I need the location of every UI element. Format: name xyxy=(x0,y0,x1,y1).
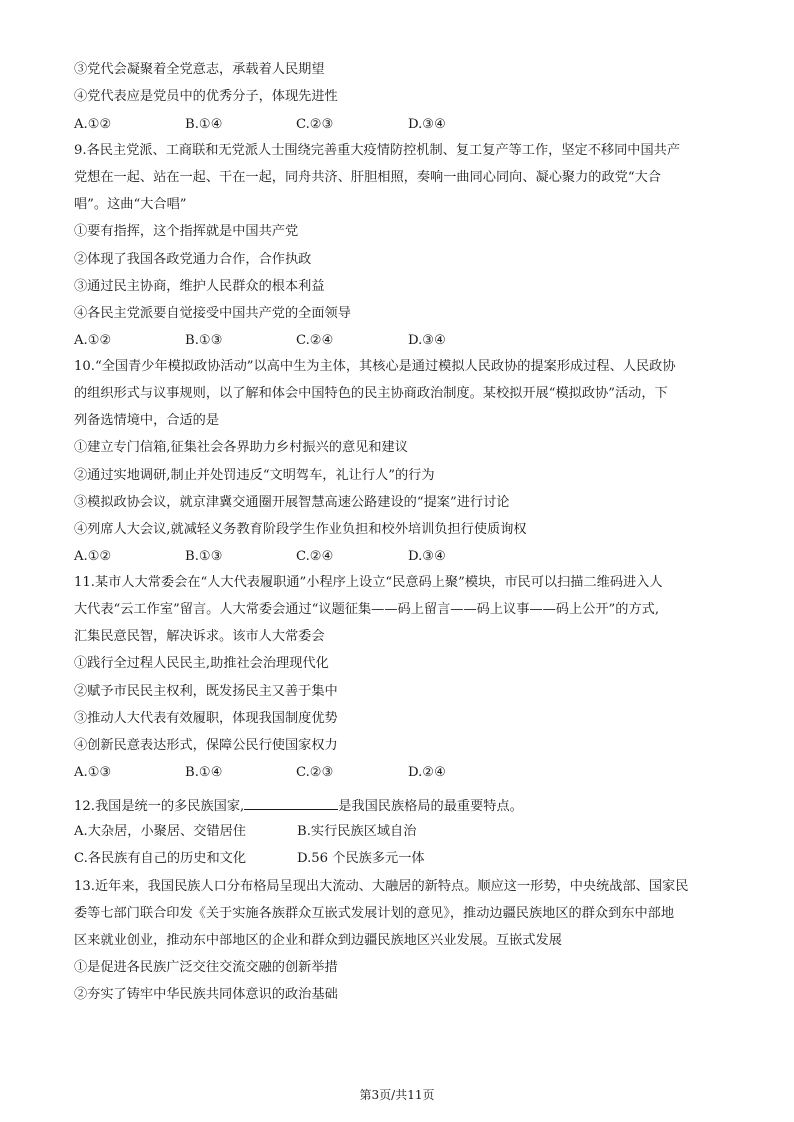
q13-stem-line-1: 13.近年来，我国民族人口分布格局呈现出大流动、大融居的新特点。顺应这一形势，中央统战部、国家民 xyxy=(74,879,689,894)
q10-statement-3: ③模拟政协会议，就京津冀交通圈开展智慧高速公路建设的“提案”进行讨论 xyxy=(74,495,510,510)
q12-stem-before: 12.我国是统一的多民族国家, xyxy=(74,799,245,814)
q11-statement-1: ①践行全过程人民民主,助推社会治理现代化 xyxy=(74,656,329,671)
q13-statement-2: ②夯实了铸牢中华民族共同体意识的政治基础 xyxy=(74,987,338,1002)
q9-option-d: D.③④ xyxy=(408,333,446,348)
q12-options-row-2 xyxy=(74,850,722,868)
q9-option-a: A.①② xyxy=(74,333,112,348)
q9-statement-2: ②体现了我国各政党通力合作，合作执政 xyxy=(74,252,312,267)
q10-option-d: D.③④ xyxy=(408,549,446,564)
q12-stem-after: 是我国民族格局的最重要特点。 xyxy=(338,799,523,814)
q12-answer-blank xyxy=(244,796,338,810)
q9-stem-line-2: 党想在一起、站在一起、干在一起，同舟共济、肝胆相照，奏响一曲同心同向、凝心聚力的政党“大合 xyxy=(74,170,661,185)
q11-stem-line-1: 11.某市人大常委会在“人大代表履职通”小程序上设立“民意码上聚”模块，市民可以扫描二维码进入人 xyxy=(74,575,663,590)
q9-stem-line-1: 9.各民主党派、工商联和无党派人士围绕完善重大疫情防控机制、复工复产等工作，坚定不移同中国共产 xyxy=(74,143,681,158)
q8-option-c: C.②③ xyxy=(296,117,334,132)
q9-option-b: B.①③ xyxy=(185,333,223,348)
q12-option-c: C.各民族有自己的历史和文化 xyxy=(74,851,247,866)
q13-stem-line-3: 区来就业创业，推动东中部地区的企业和群众到边疆民族地区兴业发展。互嵌式发展 xyxy=(74,933,562,948)
q13-stem-line-2: 委等七部门联合印发《关于实施各族群众互嵌式发展计划的意见》，推动边疆民族地区的群众到东中部地 xyxy=(74,906,675,921)
q9-stem-line-3: 唱”。这曲“大合唱” xyxy=(74,197,187,212)
q11-option-a: A.①③ xyxy=(74,765,112,780)
q8-statement-3: ③党代会凝聚着全党意志，承载着人民期望 xyxy=(74,62,325,77)
q8-option-b: B.①④ xyxy=(185,117,223,132)
q11-stem-line-2: 大代表“云工作室”留言。人大常委会通过“议题征集——码上留言——码上议事——码上公开”的方式, xyxy=(74,602,660,617)
q9-statement-1: ①要有指挥，这个指挥就是中国共产党 xyxy=(74,224,299,239)
q11-statement-3: ③推动人大代表有效履职，体现我国制度优势 xyxy=(74,711,338,726)
q11-option-c: C.②③ xyxy=(296,765,334,780)
q11-option-b: B.①④ xyxy=(185,765,223,780)
q10-option-b: B.①③ xyxy=(185,549,223,564)
q9-statement-4: ④各民主党派要自觉接受中国共产党的全面领导 xyxy=(74,306,351,321)
q10-option-c: C.②④ xyxy=(296,549,334,564)
q11-statement-2: ②赋予市民民主权利，既发扬民主又善于集中 xyxy=(74,684,338,699)
q12-stem xyxy=(74,796,722,816)
q10-options xyxy=(74,548,722,566)
q12-option-b: B.实行民族区域自治 xyxy=(297,824,417,839)
q10-statement-2: ②通过实地调研,制止并处罚违反“文明驾车，礼让行人”的行为 xyxy=(74,468,435,483)
q10-stem-line-3: 列备选情境中，合适的是 xyxy=(74,413,220,428)
q8-statement-4: ④党代表应是党员中的优秀分子，体现先进性 xyxy=(74,89,338,104)
q9-statement-3: ③通过民主协商，维护人民群众的根本利益 xyxy=(74,279,325,294)
q12-option-d: D.56 个民族多元一体 xyxy=(297,851,425,866)
q8-option-d: D.③④ xyxy=(408,117,446,132)
q10-option-a: A.①② xyxy=(74,549,112,564)
q12-option-a: A.大杂居，小聚居、交错居住 xyxy=(74,824,246,839)
q13-statement-1: ①是促进各民族广泛交往交流交融的创新举措 xyxy=(74,960,338,975)
q10-stem-line-1: 10.“全国青少年模拟政协活动”以高中生为主体，其核心是通过模拟人民政协的提案形成过程、人民政协 xyxy=(74,359,676,374)
q9-option-c: C.②④ xyxy=(296,333,334,348)
q9-options xyxy=(74,332,722,350)
q11-stem-line-3: 汇集民意民智，解决诉求。该市人大常委会 xyxy=(74,629,325,644)
q11-options xyxy=(74,764,722,782)
q11-statement-4: ④创新民意表达形式，保障公民行使国家权力 xyxy=(74,738,338,753)
q10-statement-1: ①建立专门信箱,征集社会各界助力乡村振兴的意见和建议 xyxy=(74,440,408,455)
q11-option-d: D.②④ xyxy=(408,765,446,780)
q10-statement-4: ④列席人大会议,就减轻义务教育阶段学生作业负担和校外培训负担行使质询权 xyxy=(74,522,527,537)
q8-option-a: A.①② xyxy=(74,117,112,132)
q12-options-row-1 xyxy=(74,823,722,841)
page-footer: 第3页/共11页 xyxy=(359,1088,435,1102)
q8-options xyxy=(74,116,722,134)
q10-stem-line-2: 的组织形式与议事规则，以了解和体会中国特色的民主协商政治制度。某校拟开展“模拟政协”活动，下 xyxy=(74,386,668,401)
